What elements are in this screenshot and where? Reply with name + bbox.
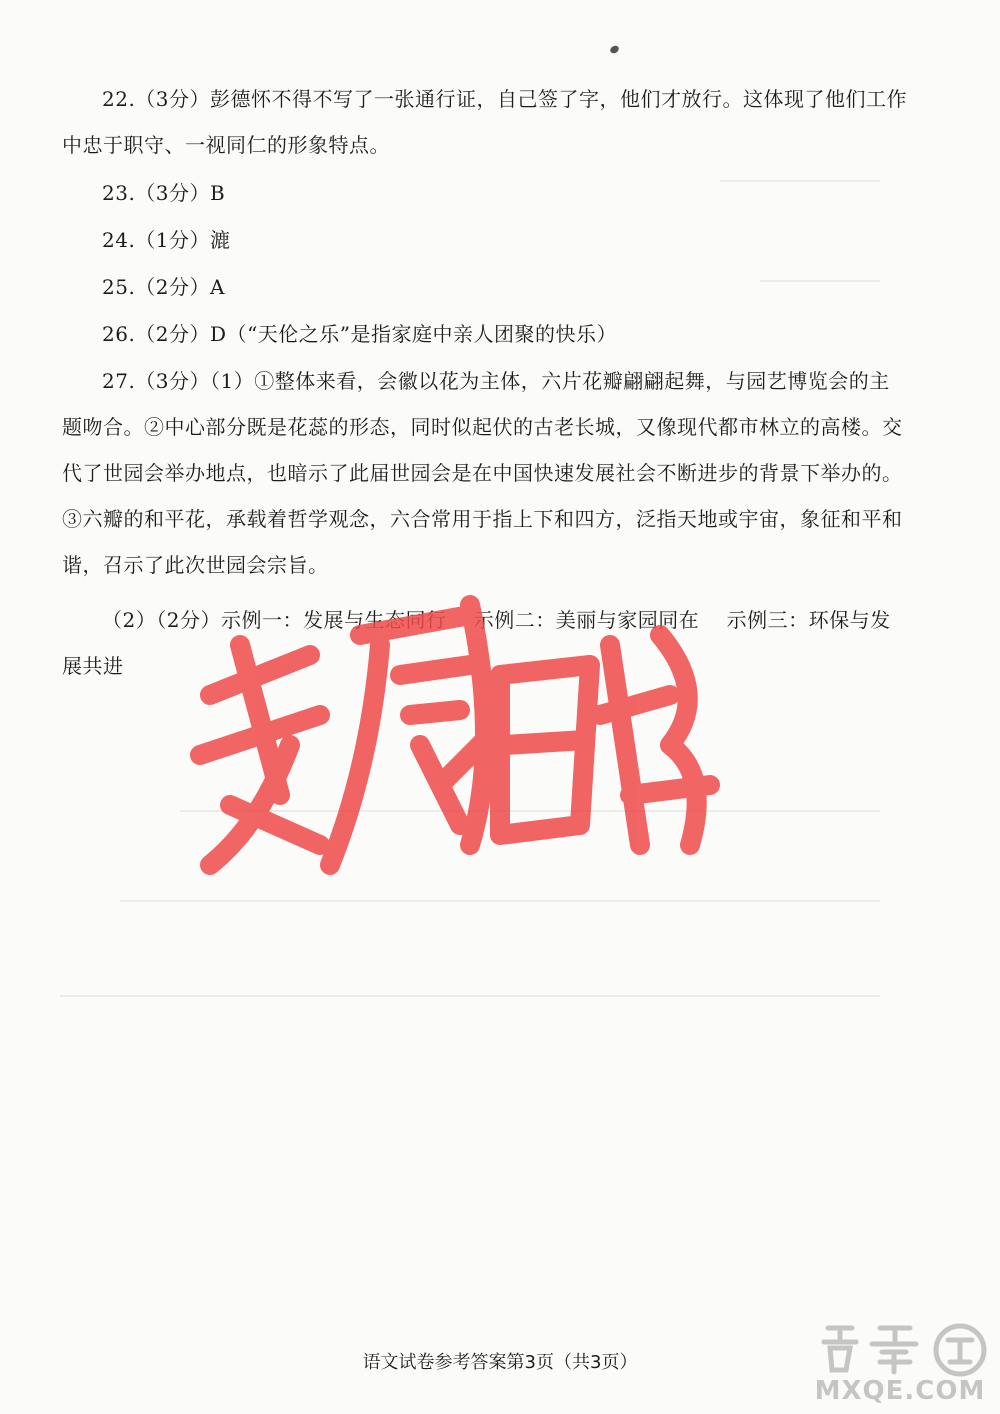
- site-watermark-text: MXQE.COM: [814, 1376, 986, 1406]
- newspaper-watermark: [170, 545, 730, 885]
- page-footer: 语文试卷参考答案第3页（共3页）: [362, 1352, 638, 1373]
- answer-circle-logo-icon: [810, 1318, 990, 1378]
- answer-24: 24.（1分）漉: [102, 228, 231, 252]
- bleed-through-mark: [120, 900, 880, 902]
- answer-27-part1: 27.（3分）（1）①整体来看，会徽以花为主体，六片花瓣翩翩起舞，与园艺博览会的主题吻合。②中心部分既是花蕊的形态，同时似起伏的古老长城，又像现代都市林立的高楼。交代了世园会举办地点，也暗示了此届世园会是在中国快速发展社会不断进步的背景下举办的。③六瓣的和平花，承载着哲学观念，六合常用于指上下和四方，泛指天地或宇宙，象征和平和谐，召示了此次世园会宗旨。: [62, 369, 903, 577]
- answer-22: 22.（3分）彭德怀不得不写了一张通行证，自己签了字，他们才放行。这体现了他们工作中忠于职守、一视同仁的形象特点。: [62, 87, 908, 157]
- answer-26: 26.（2分）D（“天伦之乐”是指家庭中亲人团聚的快乐）: [102, 322, 618, 346]
- corner-watermark: [810, 1318, 990, 1410]
- answer-27-part2: （2）（2分）示例一：发展与生态同行 示例二：美丽与家园同在 示例三：环保与发展共进: [62, 608, 891, 678]
- answer-25: 25.（2分）A: [102, 275, 225, 299]
- answer-23: 23.（3分）B: [102, 181, 226, 205]
- ink-speck: [609, 44, 620, 55]
- bleed-through-mark: [60, 995, 880, 997]
